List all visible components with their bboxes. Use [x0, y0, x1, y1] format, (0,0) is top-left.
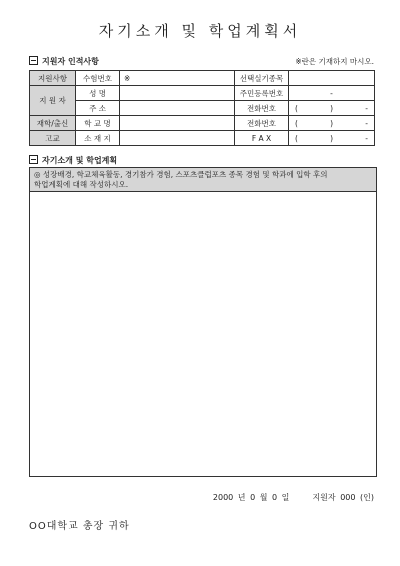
dash: - — [365, 118, 368, 128]
dash: - — [365, 133, 368, 143]
label-name: 성 명 — [76, 86, 120, 101]
paren-open: ( — [295, 118, 298, 128]
label-school-status: 재학/출신 — [30, 116, 76, 131]
applicant-label: 지원자 — [312, 493, 336, 502]
section-heading-applicant — [29, 56, 99, 67]
paren-close: ) — [330, 103, 334, 113]
essay-box — [29, 167, 377, 477]
section-heading-text: 자기소개 및 학업계획 — [42, 156, 118, 165]
section-heading-self-intro — [29, 155, 117, 166]
fax-field[interactable] — [289, 131, 375, 146]
applicant-name: 000 — [340, 493, 356, 502]
resident-number-field[interactable]: - — [289, 86, 375, 101]
checkbox-icon — [29, 155, 38, 164]
essay-text-area[interactable] — [30, 192, 376, 477]
essay-prompt-line: 학업계획에 대해 작성하시오. — [34, 180, 129, 189]
label-application: 지원사항 — [30, 71, 76, 86]
location-field[interactable] — [120, 131, 235, 146]
label-applicant: 지 원 자 — [30, 86, 76, 116]
essay-prompt-line: ◎ 성장배경, 학교체육활동, 경기참가 경험, 스포츠클럽포츠 종목 경험 및 학과에 입학 후의 — [34, 170, 328, 179]
dash: - — [365, 103, 368, 113]
label-highschool: 고교 — [30, 131, 76, 146]
section-note: ※란은 기재하지 마시오. — [295, 57, 374, 66]
paren-close: ) — [330, 133, 334, 143]
label-school-phone: 전화번호 — [235, 116, 289, 131]
label-school-name: 학 교 명 — [76, 116, 120, 131]
addressee: OO대학교 총장 귀하 — [29, 521, 130, 532]
seal-mark: (인) — [360, 493, 374, 502]
essay-prompt — [30, 168, 376, 192]
name-field[interactable] — [120, 86, 235, 101]
page-title: 자기소개 및 학업계획서 — [98, 22, 302, 40]
paren-open: ( — [295, 133, 298, 143]
date-text: 2000 년 0 월 0 일 — [212, 493, 290, 502]
school-phone-field[interactable] — [289, 116, 375, 131]
label-resident-number: 주민등록번호 — [235, 86, 289, 101]
signature-line — [213, 492, 374, 503]
label-exam-number: 수험번호 — [76, 71, 120, 86]
paren-open: ( — [295, 103, 298, 113]
label-location: 소 재 지 — [76, 131, 120, 146]
phone-field[interactable] — [289, 101, 375, 116]
address-field[interactable] — [120, 101, 235, 116]
applicant-info-table — [29, 70, 375, 146]
section-heading-text: 지원자 인적사항 — [42, 57, 99, 66]
label-practical-event: 선택실기종목 — [235, 71, 289, 86]
label-fax: F A X — [235, 131, 289, 146]
label-phone: 전화번호 — [235, 101, 289, 116]
school-name-field[interactable] — [120, 116, 235, 131]
exam-number-field[interactable]: ※ — [120, 71, 235, 86]
practical-event-field[interactable] — [289, 71, 375, 86]
checkbox-icon — [29, 56, 38, 65]
label-address: 주 소 — [76, 101, 120, 116]
paren-close: ) — [330, 118, 334, 128]
